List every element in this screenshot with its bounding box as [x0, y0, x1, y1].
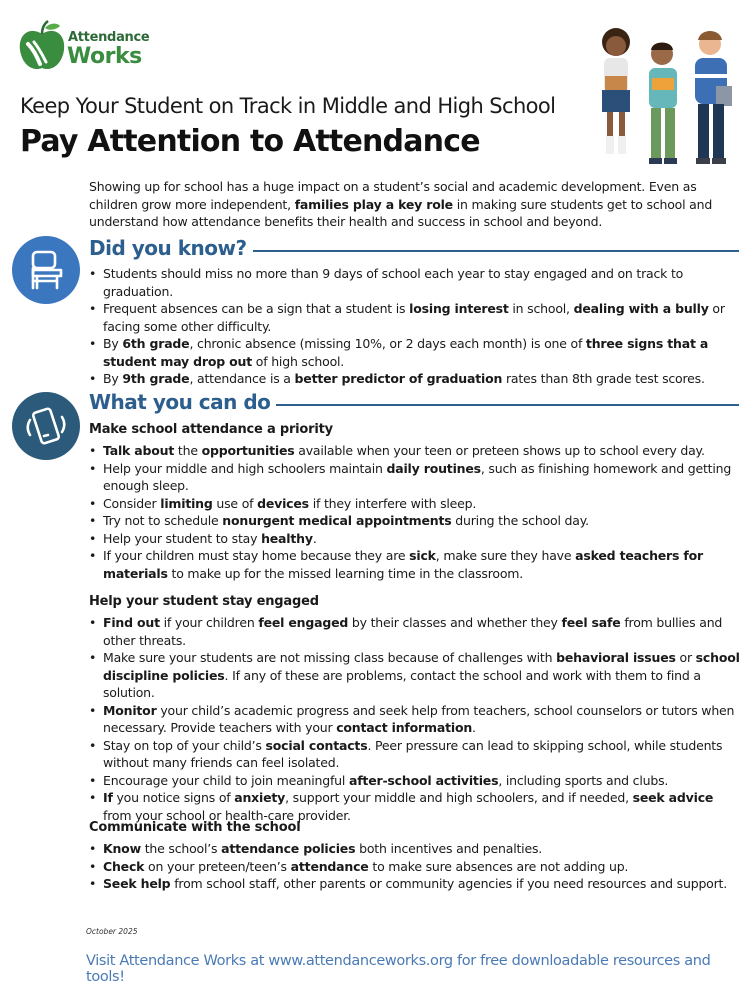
- list-item: • Encourage your child to join meaningful after-school activities, including sports and clubs.: [89, 772, 741, 790]
- section-rule: [276, 404, 739, 406]
- list-item: • If you notice signs of anxiety, support your middle and high schoolers, and if needed, seek advice from your school or health-care provider.: [89, 789, 741, 824]
- section-what-you-can-do: [89, 390, 739, 414]
- apple-logo-icon: [18, 20, 66, 72]
- list-item: • Consider limiting use of devices if they interfere with sleep.: [89, 495, 741, 513]
- list-item: • By 6th grade, chronic absence (missing 10%, or 2 days each month) is one of three signs that a student may drop out of high school.: [89, 335, 741, 370]
- list-item: • If your children must stay home because they are sick, make sure they have asked teachers for materials to make up for the missed learning time in the classroom.: [89, 547, 741, 582]
- desk-chair-icon: [12, 236, 80, 304]
- list-item: • Stay on top of your child’s social contacts. Peer pressure can lead to skipping school, while students without many friends can feel isolated.: [89, 737, 741, 772]
- section-heading: Did you know?: [89, 236, 247, 260]
- intro-paragraph: Showing up for school has a huge impact on a student’s social and academic development. Even as children grow more independent, families play a key role in making sure students get to school and understand how attendance benefits their health and success in school and beyond.: [89, 179, 713, 229]
- logo-text-line1: Attendance: [68, 30, 150, 45]
- students-illustration: [592, 16, 742, 166]
- list-item: • Monitor your child’s academic progress and seek help from teachers, school counselors or tutors when necessary. Provide teachers with your contact information.: [89, 702, 741, 737]
- list-item: • By 9th grade, attendance is a better predictor of graduation rates than 8th grade test scores.: [89, 370, 741, 388]
- phone-icon: [12, 392, 80, 460]
- list-item: • Help your student to stay healthy.: [89, 530, 741, 548]
- communicate-list: [89, 840, 741, 893]
- logo-text-line2: Works: [67, 44, 142, 69]
- page-title: Pay Attention to Attendance: [20, 124, 480, 159]
- list-item: • Frequent absences can be a sign that a student is losing interest in school, dealing with a bully or facing some other difficulty.: [89, 300, 741, 335]
- engaged-list: [89, 614, 741, 824]
- list-item: • Find out if your children feel engaged by their classes and whether they feel safe from bullies and other threats.: [89, 614, 741, 649]
- section-heading: What you can do: [89, 390, 271, 414]
- list-item: • Students should miss no more than 9 days of school each year to stay engaged and on track to graduation.: [89, 265, 741, 300]
- list-item: • Know the school’s attendance policies both incentives and penalties.: [89, 840, 741, 858]
- priority-list: [89, 442, 741, 582]
- page-subtitle: Keep Your Student on Track in Middle and High School: [20, 94, 556, 118]
- subheading-priority: Make school attendance a priority: [89, 422, 333, 437]
- list-item: • Make sure your students are not missing class because of challenges with behavioral issues or school discipline policies. If any of these are problems, contact the school and work with them to find a solution.: [89, 649, 741, 702]
- publication-date: October 2025: [86, 927, 138, 936]
- section-did-you-know: [89, 236, 739, 260]
- list-item: • Talk about the opportunities available when your teen or preteen shows up to school every day.: [89, 442, 741, 460]
- list-item: • Seek help from school staff, other parents or community agencies if you need resources and support.: [89, 875, 741, 893]
- section-rule: [253, 250, 739, 252]
- subheading-engaged: Help your student stay engaged: [89, 594, 319, 609]
- attendance-works-logo: [18, 20, 158, 76]
- footer-text: Visit Attendance Works at www.attendanceworks.org for free downloadable resources and tools!: [86, 953, 711, 985]
- subheading-communicate: Communicate with the school: [89, 820, 301, 835]
- did-you-know-list: [89, 265, 741, 388]
- list-item: • Try not to schedule nonurgent medical appointments during the school day.: [89, 512, 741, 530]
- list-item: • Help your middle and high schoolers maintain daily routines, such as finishing homework and getting enough sleep.: [89, 460, 741, 495]
- list-item: • Check on your preteen/teen’s attendance to make sure absences are not adding up.: [89, 858, 741, 876]
